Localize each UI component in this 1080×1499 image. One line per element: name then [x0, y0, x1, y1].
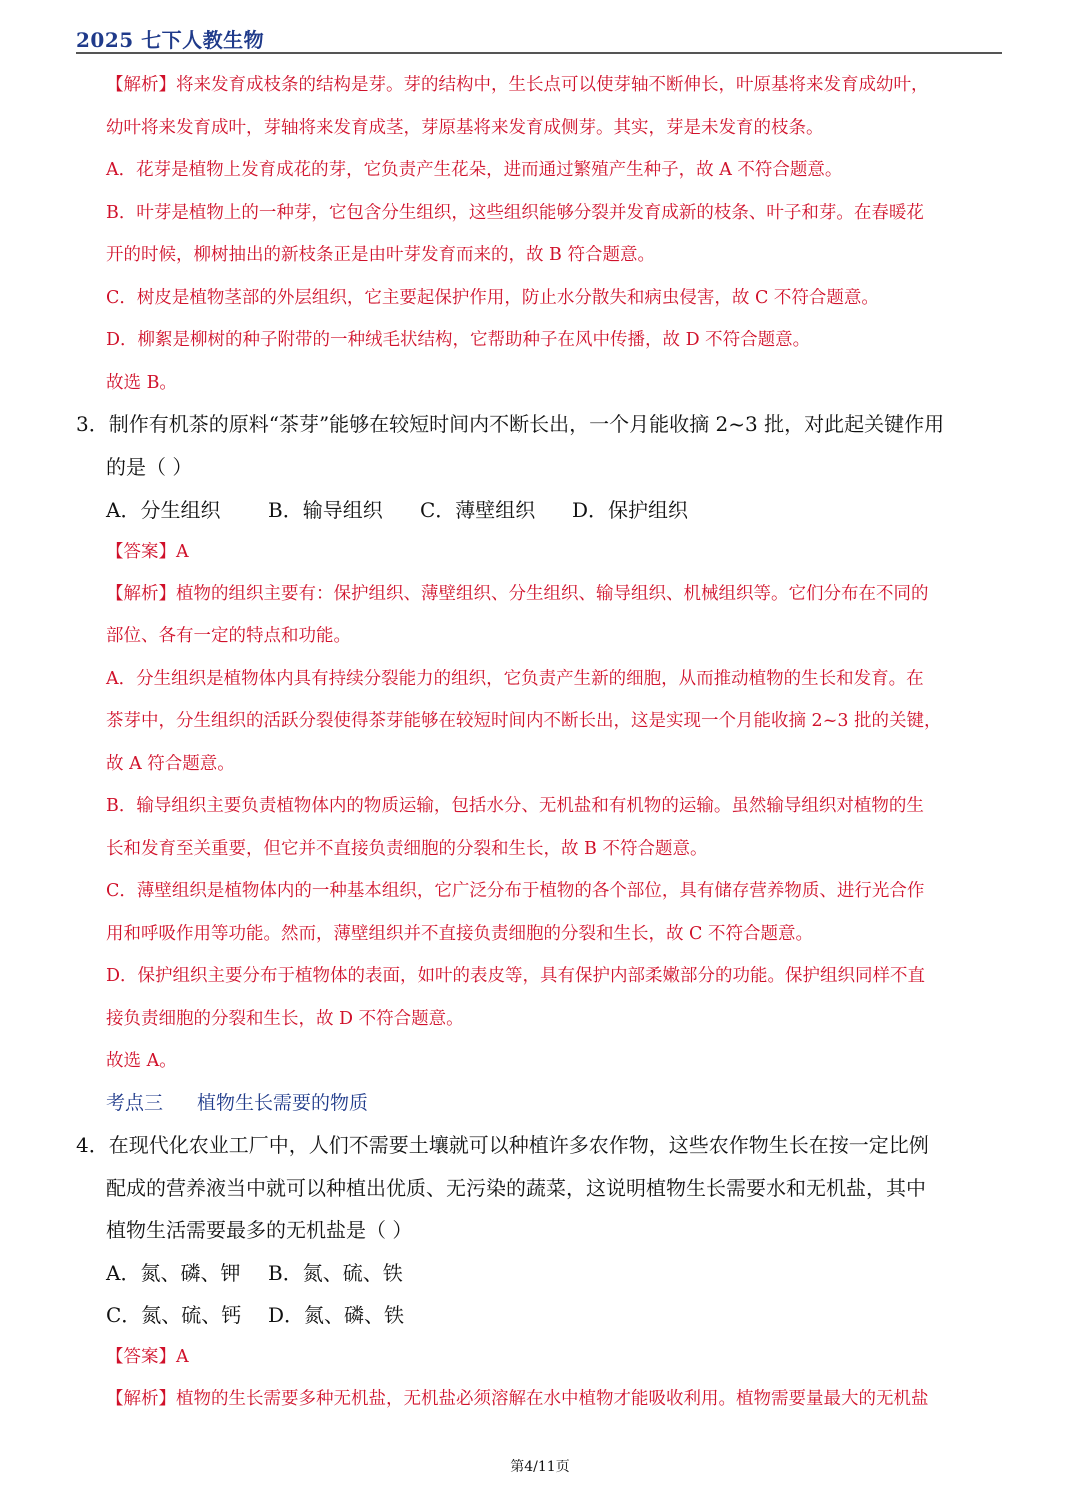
q3-option-b: B．输导组织 [268, 498, 383, 522]
q2-option-b-analysis: B．叶芽是植物上的一种芽，它包含分生组织，这些组织能够分裂并发育成新的枝条、叶子和芽。在春暖花 [106, 203, 924, 223]
q3-option-c: C．薄壁组织 [420, 498, 536, 522]
answer-value: A [176, 542, 189, 562]
q3-option-d-analysis-cont: 接负责细胞的分裂和生长，故 D 不符合题意。 [106, 1009, 464, 1029]
analysis-tag: 【解析】 [106, 75, 176, 95]
q4-stem-end: 植物生活需要最多的无机盐是（ ） [106, 1218, 413, 1242]
q2-option-b-analysis-cont: 开的时候，柳树抽出的新枝条正是由叶芽发育而来的，故 B 符合题意。 [106, 245, 655, 265]
q3-option-c-analysis-cont: 用和呼吸作用等功能。然而，薄壁组织并不直接负责细胞的分裂和生长，故 C 不符合题意。 [106, 924, 814, 944]
q3-option-c-analysis: C．薄壁组织是植物体内的一种基本组织，它广泛分布于植物的各个部位，具有储存营养物质、进行光合作 [106, 881, 925, 901]
q2-analysis-line: 幼叶将来发育成叶，芽轴将来发育成茎，芽原基将来发育成侧芽。其实，芽是未发育的枝条。 [106, 118, 824, 138]
section-label: 考点三 [106, 1092, 164, 1114]
q3-answer [106, 540, 189, 564]
q3-option-b-analysis-cont: 长和发育至关重要，但它并不直接负责细胞的分裂和生长，故 B 不符合题意。 [106, 839, 708, 859]
q3-option-a-analysis-cont: 茶芽中，分生组织的活跃分裂使得茶芽能够在较短时间内不断长出，这是实现一个月能收摘 2~3 批的关键， [106, 711, 942, 731]
q2-conclusion: 故选 B。 [106, 373, 177, 393]
analysis-tag: 【解析】 [106, 584, 176, 604]
q4-option-b: B．氮、硫、铁 [268, 1261, 403, 1285]
q3-option-a-analysis-end: 故 A 符合题意。 [106, 754, 235, 774]
q3-analysis-line: 部位、各有一定的特点和功能。 [106, 626, 351, 646]
answer-tag: 【答案】 [106, 542, 176, 562]
q2-option-c-analysis: C．树皮是植物茎部的外层组织，它主要起保护作用，防止水分散失和病虫侵害，故 C 不符合题意。 [106, 288, 879, 308]
page-number: 第4/11页 [510, 1459, 570, 1475]
q3-conclusion: 故选 A。 [106, 1051, 177, 1071]
q3-option-b-analysis: B．输导组织主要负责植物体内的物质运输，包括水分、无机盐和有机物的运输。虽然输导组织对植物的生 [106, 796, 924, 816]
q4-analysis-line: 【解析】植物的生长需要多种无机盐，无机盐必须溶解在水中植物才能吸收利用。植物需要量最大的无机盐 [106, 1389, 929, 1409]
section-heading [106, 1091, 368, 1115]
page-header [76, 22, 1002, 54]
q4-answer [106, 1345, 189, 1369]
q3-analysis-line: 【解析】植物的组织主要有：保护组织、薄壁组织、分生组织、输导组织、机械组织等。它们分布在不同的 [106, 584, 929, 604]
q3-stem-cont: 的是（ ） [106, 455, 193, 479]
q3-stem: 3．制作有机茶的原料“茶芽”能够在较短时间内不断长出，一个月能收摘 2~3 批，对此起关键作用 [76, 412, 945, 436]
q4-option-d: D．氮、磷、铁 [268, 1303, 405, 1327]
answer-value: A [176, 1347, 189, 1367]
q3-option-d-analysis: D．保护组织主要分布于植物体的表面，如叶的表皮等，具有保护内部柔嫩部分的功能。保护组织同样不直 [106, 966, 926, 986]
q4-option-a: A．氮、磷、钾 [106, 1261, 241, 1285]
q4-option-c: C．氮、硫、钙 [106, 1303, 242, 1327]
q2-analysis-line: 【解析】将来发育成枝条的结构是芽。芽的结构中，生长点可以使芽轴不断伸长，叶原基将来发育成幼叶， [106, 75, 929, 95]
q3-option-a-analysis: A．分生组织是植物体内具有持续分裂能力的组织，它负责产生新的细胞，从而推动植物的生长和发育。在 [106, 669, 924, 689]
q2-option-a-analysis: A．花芽是植物上发育成花的芽，它负责产生花朵，进而通过繁殖产生种子，故 A 不符合题意。 [106, 160, 843, 180]
analysis-tag: 【解析】 [106, 1389, 176, 1409]
answer-tag: 【答案】 [106, 1347, 176, 1367]
header-title: 2025 七下人教生物 [76, 28, 265, 52]
section-title: 植物生长需要的物质 [197, 1092, 369, 1114]
q4-stem-cont: 配成的营养液当中就可以种植出优质、无污染的蔬菜，这说明植物生长需要水和无机盐，其中 [106, 1176, 926, 1200]
q3-option-d: D．保护组织 [572, 498, 689, 522]
q2-option-d-analysis: D．柳絮是柳树的种子附带的一种绒毛状结构，它帮助种子在风中传播，故 D 不符合题意。 [106, 330, 811, 350]
q3-option-a: A．分生组织 [106, 498, 221, 522]
q4-stem: 4．在现代化农业工厂中，人们不需要土壤就可以种植许多农作物，这些农作物生长在按一定比例 [76, 1133, 929, 1157]
